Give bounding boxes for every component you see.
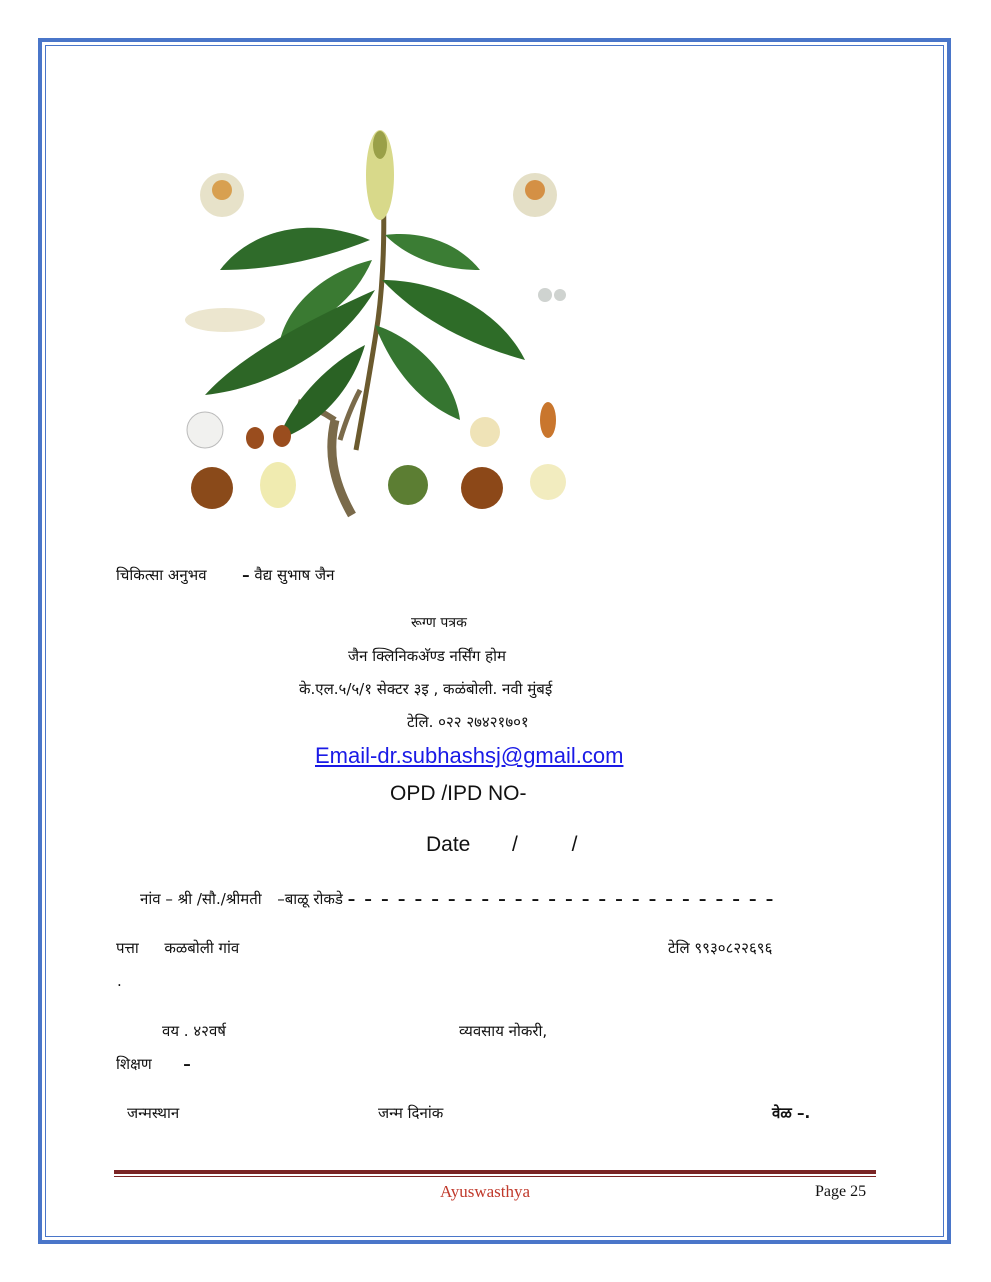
- opd-ipd-number: OPD /IPD NO-: [390, 782, 527, 805]
- patient-phone: टेलि ९९३०८२२६९६: [668, 939, 773, 957]
- footer-brand: Ayuswasthya: [440, 1182, 531, 1201]
- age-field: वय . ४२वर्ष: [162, 1022, 226, 1040]
- clinic-name: जैन क्लिनिकअ‍ॅण्ड नर्सिंग होम: [348, 647, 506, 665]
- date-row: [426, 833, 577, 857]
- form-title: रूग्ण पत्रक: [411, 615, 467, 631]
- clinic-phone: टेलि. ०२२ २७४२१७०१: [407, 713, 529, 731]
- clinic-address: के.एल.५/५/१ सेक्टर ३इ , कळंबोली. नवी मुंबई: [299, 680, 553, 698]
- name-label: नांव – श्री /सौ./श्रीमती: [140, 890, 262, 908]
- address-row: [116, 938, 239, 958]
- page-number: Page 25: [815, 1183, 867, 1200]
- footer-rule-thin: [114, 1176, 876, 1177]
- occupation-field: व्यवसाय नोकरी,: [459, 1022, 548, 1040]
- education-label: शिक्षण: [116, 1055, 152, 1073]
- birthdate-field: जन्म दिनांक: [378, 1104, 444, 1122]
- education-row: [116, 1054, 191, 1074]
- birth-time-field: वेळ –.: [772, 1104, 811, 1122]
- address-value: कळबोली गांव: [164, 939, 240, 957]
- doctor-name: वैद्य सुभाष जैन: [254, 566, 335, 584]
- experience-line: [116, 565, 334, 585]
- patient-name-row: [140, 889, 775, 909]
- name-fill-dashes: – – – – – – – – – – – – – – – – – – – – – – – – – –: [347, 890, 776, 908]
- birthplace-field: जन्मस्थान: [127, 1104, 180, 1122]
- experience-dash: –: [242, 566, 250, 584]
- clinic-email-link[interactable]: Email-dr.subhashsj@gmail.com: [315, 743, 624, 768]
- date-separator-1: /: [512, 833, 518, 856]
- address-dot: .: [117, 972, 122, 990]
- date-label: Date: [426, 833, 471, 856]
- footer-rule-thick: [114, 1170, 876, 1174]
- education-dash: –: [183, 1055, 191, 1073]
- patient-name: –बाळू रोकडे: [277, 890, 343, 908]
- experience-label: चिकित्सा अनुभव: [116, 566, 207, 584]
- address-label: पत्ता: [116, 939, 139, 957]
- date-separator-2: /: [571, 833, 578, 856]
- botanical-plant-illustration: [160, 120, 600, 540]
